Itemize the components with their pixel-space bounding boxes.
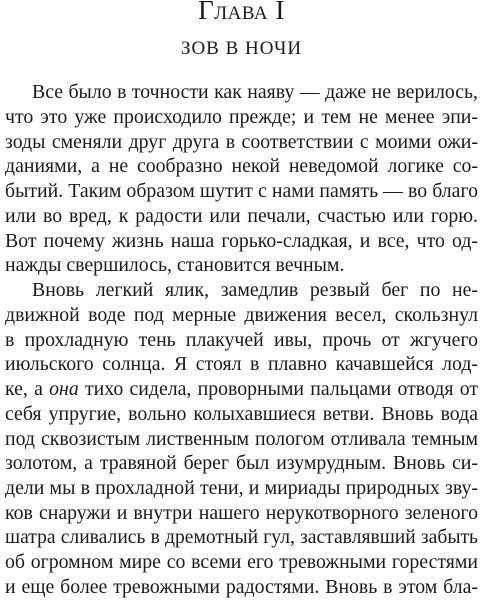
body-text-line: нажды свершилось, становится вечным.	[5, 254, 345, 277]
chapter-subtitle: ЗОВ В НОЧИ	[180, 38, 303, 59]
body-text-line: бытий. Таким образом шутит с нами память — во благо	[5, 180, 478, 203]
body-text-line: в прохладную тень плакучей ивы, прочь от жгучего	[5, 328, 478, 351]
body-text-line: движной воде под мерные движения весел, скользнул	[5, 303, 478, 326]
body-text-line	[5, 377, 478, 402]
body-text-line: и еще более тревожными радостями. Вновь в этом бла-	[5, 576, 478, 599]
body-text-line: или во вред, к радости или печали, счастью или горю.	[5, 204, 478, 227]
body-text-line: Все было в точности как наяву — даже не верилось,	[32, 81, 478, 103]
body-text-segment: тихо сидела, проворными пальцами отводя от	[78, 378, 478, 401]
chapter-title: Глава I	[198, 0, 285, 25]
body-text-line: об огромном мире со всеми его тревожными горестями	[5, 551, 478, 574]
body-text-line: золотом, а травяной берег был изумрудным. Вновь си-	[5, 452, 478, 475]
body-text-segment: ке, а	[5, 378, 50, 401]
body-text-line: шатра сливались в дремотный гул, заставлявший забыть	[5, 526, 478, 548]
body-text-line: июльского солнца. Я стоял в плавно качавшейся лод-	[5, 353, 478, 376]
body-text-line: Вновь легкий ялик, замедлив резвый бег по не-	[32, 279, 478, 302]
body-text-line: ков снаружи и внутри нашего нерукотворного зеленого	[5, 501, 478, 524]
body-text-line: зоды сменяли друг друга в соответствии с моими ожи-	[5, 130, 478, 153]
emphasized-word: она	[49, 378, 79, 401]
body-text-line: Вот почему жизнь наша горько-сладкая, и все, что од-	[5, 229, 478, 252]
body-text-line: дели мы в прохладной тени, и мириады природных зву-	[5, 477, 478, 500]
body-text-line: даниями, а не сообразно некой неведомой логике со-	[5, 155, 478, 178]
body-text-line: под сквозистым лиственным пологом отливала темным	[5, 427, 478, 450]
body-text-line: что это уже происходило прежде; и тем не менее эпи-	[5, 105, 478, 128]
body-text-line: себя упругие, вольно колыхавшиеся ветви. Вновь вода	[5, 402, 478, 425]
